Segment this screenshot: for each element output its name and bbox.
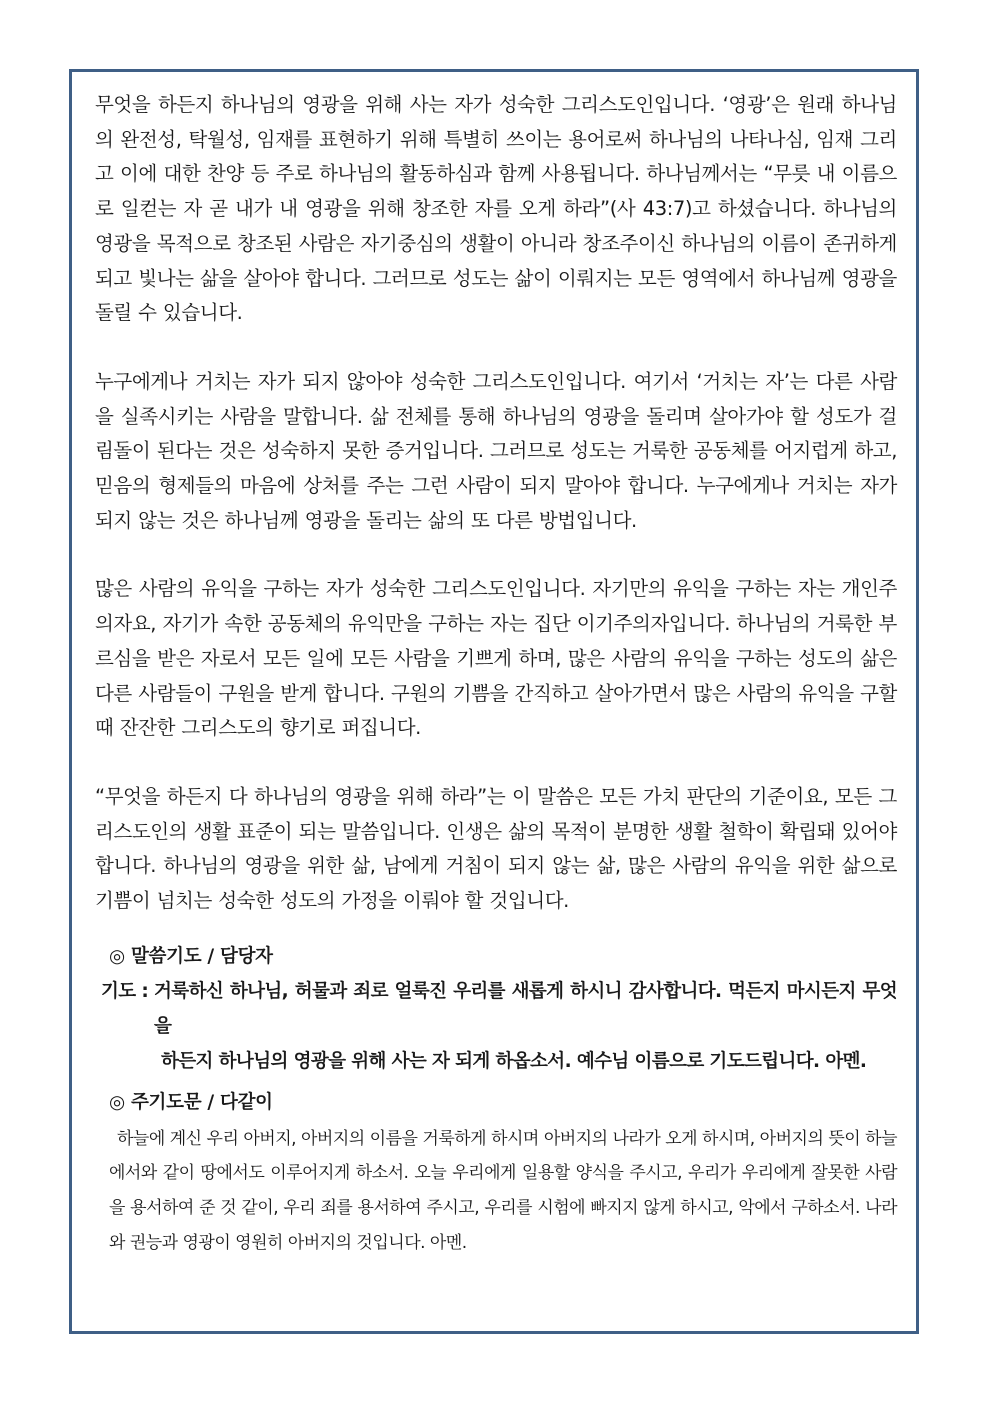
paragraph-stumbling: 누구에게나 거치는 자가 되지 않아야 성숙한 그리스도인입니다. 여기서 ‘거치는 자’는 다른 사람을 실족시키는 사람을 말합니다. 삶 전체를 통해 하나님의 영광을 돌리며 살아가야 할 성도가 걸림돌이 된다는 것은 성숙하지 못한 증거입니다. 그러므로 성도는 거룩한 공동체를 어지럽게 하고, 믿음의 형제들의 마음에 상처를 주는 그런 사람이 되지 말아야 합니다. 누구에게나 거치는 자가 되지 않는 것은 하나님께 영광을 돌리는 삶의 또 다른 방법입니다. <box>95 369 897 532</box>
paragraph-glory: 무엇을 하든지 하나님의 영광을 위해 사는 자가 성숙한 그리스도인입니다. ‘영광’은 원래 하나님의 완전성, 탁월성, 임재를 표현하기 위해 특별히 쓰이는 용어로써 하나님의 나타나심, 임재 그리고 이에 대한 찬양 등 주로 하나님의 활동하심과 함께 사용됩니다. 하나님께서는 “무릇 내 이름으로 일컫는 자 곧 내가 내 영광을 위해 창조한 자를 오게 하라”(사 43:7)고 하셨습니다. 하나님의 영광을 목적으로 창조된 사람은 자기중심의 생활이 아니라 창조주이신 하나님의 이름이 존귀하게 되고 빛나는 삶을 살아야 합니다. 그러므로 성도는 삶이 이뤄지는 모든 영역에서 하나님께 영광을 돌릴 수 있습니다. <box>95 93 897 325</box>
lords-prayer-text: 하늘에 계신 우리 아버지, 아버지의 이름을 거룩하게 하시며 아버지의 나라가 오게 하시며, 아버지의 뜻이 하늘에서와 같이 땅에서도 이루어지게 하소서. 오늘 우리에게 일용할 양식을 주시고, 우리가 우리에게 잘못한 사람을 용서하여 준 것 같이, 우리 죄를 용서하여 주시고, 우리를 시험에 빠지지 않게 하시고, 악에서 구하소서. 나라와 권능과 영광이 영원히 아버지의 것입니다. 아멘. <box>109 1128 897 1253</box>
prayer-first-line <box>95 974 897 1044</box>
prayer-text-line1: 거룩하신 하나님, 허물과 죄로 얼룩진 우리를 새롭게 하시니 감사합니다. 먹든지 마시든지 무엇을 <box>154 980 897 1037</box>
lords-prayer-heading: ◎ 주기도문 / 다같이 <box>109 1091 273 1113</box>
lords-prayer-section <box>95 1086 897 1261</box>
prayer-section <box>95 940 897 1079</box>
prayer-heading: ◎ 말씀기도 / 담당자 <box>109 945 273 967</box>
paragraph-conclusion: “무엇을 하든지 다 하나님의 영광을 위해 하라”는 이 말씀은 모든 가치 판단의 기준이요, 모든 그리스도인의 생활 표준이 되는 말씀입니다. 인생은 삶의 목적이 분명한 생활 철학이 확립돼 있어야 합니다. 하나님의 영광을 위한 삶, 남에게 거침이 되지 않는 삶, 많은 사람의 유익을 위한 삶으로 기쁨이 넘치는 성숙한 성도의 가정을 이뤄야 할 것입니다. <box>95 784 897 913</box>
paragraph-benefit: 많은 사람의 유익을 구하는 자가 성숙한 그리스도인입니다. 자기만의 유익을 구하는 자는 개인주의자요, 자기가 속한 공동체의 유익만을 구하는 자는 집단 이기주의자입니다. 하나님의 거룩한 부르심을 받은 자로서 모든 일에 모든 사람을 기쁘게 하며, 많은 사람의 유익을 구하는 성도의 삶은 다른 사람들이 구원을 받게 합니다. 구원의 기쁨을 간직하고 살아가면서 많은 사람의 유익을 구할 때 잔잔한 그리스도의 향기로 퍼집니다. <box>95 577 897 740</box>
prayer-text-line2: 하든지 하나님의 영광을 위해 사는 자 되게 하옵소서. 예수님 이름으로 기도드립니다. 아멘. <box>161 1050 867 1072</box>
prayer-label: 기도 : <box>101 980 155 1002</box>
document-body <box>95 88 897 1261</box>
